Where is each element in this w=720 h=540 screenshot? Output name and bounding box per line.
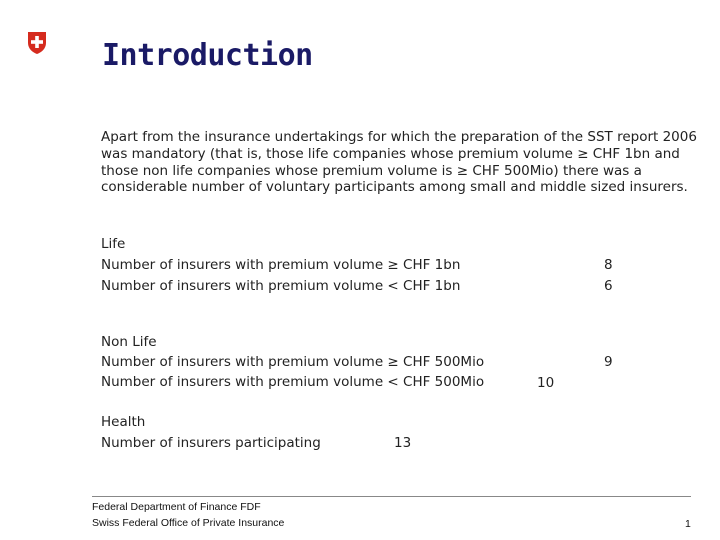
life-row-value: 8 [604, 257, 613, 273]
intro-paragraph: Apart from the insurance undertakings for which the preparation of the SST report 2006 was mandatory (that is, those life companies whose premium volume ≥ CHF 1bn and those non life companies whose premium volume is ≥ CHF 500Mio) there was a considerable number of voluntary participants among small and middle sized insurers. [101, 129, 697, 196]
non-life-row-label: Number of insurers with premium volume ≥ CHF 500Mio [101, 354, 485, 370]
health-heading: Health [101, 414, 146, 430]
non-life-heading: Non Life [101, 334, 157, 350]
non-life-row-value: 9 [604, 354, 613, 370]
life-heading: Life [101, 236, 126, 252]
page-title: Introduction [102, 38, 313, 73]
life-row-label: Number of insurers with premium volume ≥ CHF 1bn [101, 257, 461, 273]
footer-office: Swiss Federal Office of Private Insurance [92, 517, 285, 529]
footer-divider [92, 496, 691, 497]
health-row-value: 13 [394, 435, 412, 451]
health-row-label: Number of insurers participating [101, 435, 321, 451]
page-number: 1 [685, 518, 691, 530]
life-row-value: 6 [604, 278, 613, 294]
footer-department: Federal Department of Finance FDF [92, 501, 261, 513]
life-row-label: Number of insurers with premium volume < CHF 1bn [101, 278, 461, 294]
non-life-row-label: Number of insurers with premium volume < CHF 500Mio [101, 374, 485, 390]
swiss-cross-icon [27, 31, 47, 55]
non-life-row-value: 10 [537, 375, 555, 391]
